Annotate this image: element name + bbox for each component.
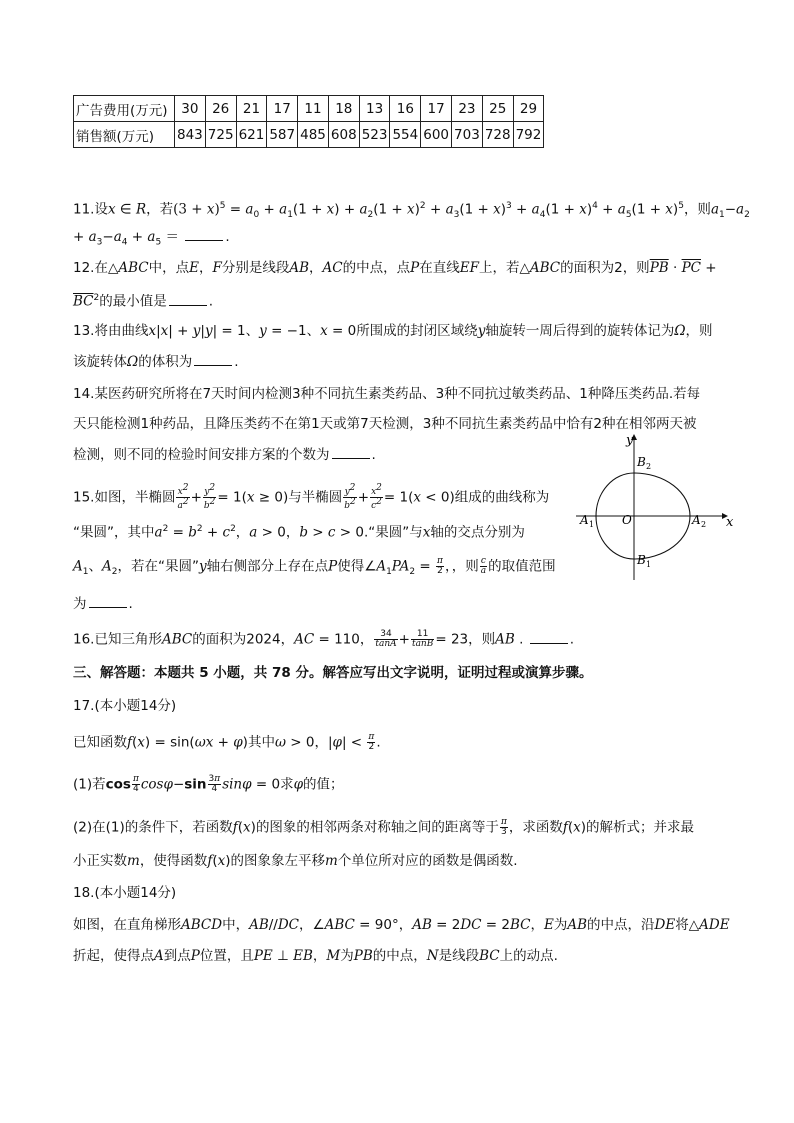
question-text: . (234, 354, 239, 370)
question-text: 为 (73, 596, 87, 612)
question-17-part2-line1: (2)在(1)的条件下，若函数f(x)的图象的相邻两条对称轴之间的距离等于 $\frac{\pi}{3}$ ，求函数f(x)的解析式；并求最 (73, 817, 695, 837)
question-15-line2: “果圆”，其中$a^2 = b^2 + c^2$，a > 0，b > c > 0.“果圆”与x轴的交点分别为 (73, 524, 525, 541)
question-text: ，则 (683, 201, 711, 218)
question-text: 为 (340, 948, 354, 964)
answer-blank[interactable] (89, 595, 127, 608)
answer-blank[interactable] (194, 353, 232, 366)
answer-blank[interactable] (332, 446, 370, 459)
question-16-line1: 16.已知三角形ABC的面积为2024，AC = 110， $\frac{34}{\tan A}$ + $\frac{11}{\tan B}$ = 23，则AB . . (73, 629, 574, 649)
question-text: ，则 (685, 323, 713, 339)
question-text: 轴的交点分别为 (430, 524, 525, 541)
question-text: . (128, 596, 133, 612)
question-text: ，若 (146, 201, 174, 218)
question-text: 中，点 (148, 260, 190, 276)
question-text: 的体积为 (138, 354, 193, 370)
question-17-stem: 已知函数f(x) = sin(ωx + φ)其中ω > 0，|φ| < $\frac{\pi}{2}$ . (73, 732, 381, 752)
question-text: 所围成的封闭区域绕 (356, 323, 478, 339)
question-text: 设 (94, 201, 108, 218)
question-text: 上，若 (478, 260, 520, 276)
question-text: 其中 (247, 734, 275, 751)
question-text: ，则 (622, 260, 650, 276)
question-text: 的值； (303, 776, 344, 793)
section-3-heading: 三、解答题：本题共 5 小题，共 78 分。解答应写出文字说明，证明过程或演算步骤。 (73, 665, 593, 681)
table-cell: 25 (482, 96, 513, 122)
question-text: 如图，在直角梯形 (73, 917, 181, 933)
question-text: 折起，使得点 (73, 948, 154, 964)
question-number: 11. (73, 201, 95, 218)
table-cell: 16 (390, 96, 421, 122)
x-axis-label: x (726, 515, 734, 530)
table-header-cell: 广告费用(万元) (74, 96, 175, 122)
question-text: 个单位所对应的函数是偶函数. (337, 853, 518, 869)
label-A1-subscript: 1 (589, 520, 595, 529)
question-text: 将 (675, 917, 689, 933)
question-15-line4 (73, 595, 133, 612)
question-text: 检测，则不同的检验时间安排方案的个数为 (73, 447, 330, 463)
question-text: 小正实数 (73, 853, 127, 869)
question-text: 已知三角形 (94, 631, 162, 648)
table-row (74, 122, 544, 148)
question-text: 的图象的相邻两条对称轴之间的距离等于 (255, 819, 499, 836)
question-text: ，则 (468, 631, 496, 648)
question-text: 位置，且 (199, 948, 254, 964)
question-text: 将由曲线 (94, 323, 149, 339)
table-cell: 13 (359, 96, 390, 122)
question-text: 的面积为 (560, 260, 615, 276)
table-cell: 621 (236, 122, 267, 148)
question-text: 的最小值是 (99, 293, 167, 310)
question-number: 15. (73, 489, 95, 506)
question-text: 中， (222, 917, 250, 933)
table-header-cell: 销售额(万元) (74, 122, 175, 148)
question-number: 13. (73, 323, 95, 339)
question-text: 在 (94, 260, 108, 276)
question-13-line2: 该旋转体Ω的体积为 . (73, 354, 239, 370)
table-cell: 17 (267, 96, 298, 122)
y-axis-label: y (626, 433, 634, 448)
question-text: . (208, 293, 214, 310)
question-text: 上的动点. (499, 948, 558, 964)
label-B2-subscript: 2 (646, 462, 652, 471)
table-cell: 587 (267, 122, 298, 148)
question-15-line1: 15.如图，半椭圆 $\frac{x^2}{a^2}$ + $\frac{y^2}{b^2}$ = 1(x ≥ 0)与半椭圆 $\frac{y^2}{b^2}$ + $\frac{x^2}{c^2}$ = 1(x < 0)组成的曲线称为 (73, 483, 550, 511)
answer-blank[interactable] (169, 293, 207, 306)
question-text: 的面积为 (192, 631, 247, 648)
question-text: “果圆”，其中 (73, 524, 155, 541)
question-text: ，则 (451, 558, 479, 575)
answer-blank[interactable] (185, 228, 223, 241)
question-14-line2: 天只能检测1种药品，且降压类药不在第1天或第7天检测，3种不同抗生素类药品中恰有2种在相邻两天被 (73, 416, 697, 432)
question-text: ，使得函数 (139, 853, 208, 869)
question-text: 已知函数 (73, 734, 127, 751)
question-17-part1: (1)若cos $\frac{\pi}{4}$ cosφ−sin $\frac{3\pi}{4}$ sinφ = 0求φ的值； (73, 774, 344, 794)
answer-blank[interactable] (530, 631, 568, 644)
question-text: 如图，半椭圆 (94, 489, 176, 506)
question-15-line3: $A_1$、$A_2$，若在“果圆”y轴右侧部分上存在点P使得$\angle A_1PA_2$ = $\frac{\pi}{2}$ ，，则 $\frac{c}{a}$ 的取值范围 (73, 556, 556, 578)
label-B1-subscript: 1 (646, 560, 652, 569)
table-cell: 21 (236, 96, 267, 122)
label-A1: A (580, 513, 589, 527)
question-number: 12. (73, 260, 95, 276)
table-cell: 554 (390, 122, 421, 148)
question-text: . (225, 229, 230, 245)
question-12-line2: $\overline{BC}^2$的最小值是 . (73, 293, 214, 310)
question-text: 的取值范围 (488, 558, 556, 575)
question-text: ，若在“果圆” (117, 558, 199, 575)
table-cell: 728 (482, 122, 513, 148)
question-18-line1: 如图，在直角梯形ABCD中，AB//DC，∠ABC = 90°，AB = 2DC = 2BC，E为AB的中点，沿DE将△ADE (73, 917, 730, 933)
label-A2-subscript: 2 (701, 520, 707, 529)
question-text: ，求函数 (508, 819, 563, 836)
question-text: 的中点， (372, 948, 427, 964)
question-text: 到点 (163, 948, 191, 964)
question-text: 的解析式；并求最 (586, 819, 695, 836)
question-text: 是线段 (438, 948, 480, 964)
question-text: . (519, 631, 524, 648)
question-text: 组成的曲线称为 (454, 489, 550, 506)
table-cell: 30 (175, 96, 206, 122)
table-cell: 23 (452, 96, 483, 122)
label-A2: A (692, 513, 701, 527)
table-cell: 29 (513, 96, 544, 122)
label-B2: B (637, 455, 646, 469)
table-cell: 485 (298, 122, 329, 148)
table-row (74, 96, 544, 122)
table-cell: 11 (298, 96, 329, 122)
question-text: ＝ (165, 229, 180, 245)
question-text: 的中点，沿 (587, 917, 655, 933)
table-cell: 523 (359, 122, 390, 148)
question-11-line2: + $a_3-a_4 + a_5$ ＝ . (73, 229, 230, 248)
question-text: (2)在(1)的条件下，若函数 (73, 819, 233, 836)
question-text: “果圆”与 (368, 524, 423, 541)
question-17-title: 17.(本小题14分) (73, 698, 177, 714)
question-text: 与半椭圆 (288, 489, 343, 506)
question-18-line2: 折起，使得点A到点P位置，且PE ⊥ EB，M为PB的中点，N是线段BC上的动点. (73, 948, 558, 964)
table-cell: 18 (328, 96, 359, 122)
table-cell: 17 (421, 96, 452, 122)
question-text: 使得 (337, 558, 365, 575)
question-text: 在直线 (419, 260, 460, 276)
table-cell: 843 (175, 122, 206, 148)
question-18-title: 18.(本小题14分) (73, 885, 177, 901)
origin-label: O (622, 513, 632, 527)
question-12-line1: 12.在△ABC中，点E，F分别是线段AB，AC的中点，点P在直线EF上，若△ABC的面积为2，则$\overline{PB} \cdot \overline{PC}$ + (73, 260, 717, 276)
fruit-ellipse-figure (576, 430, 746, 580)
table-cell: 725 (205, 122, 236, 148)
table-cell: 608 (328, 122, 359, 148)
question-17-part2-line2: 小正实数m，使得函数f(x)的图象象左平移m个单位所对应的函数是偶函数. (73, 853, 518, 869)
question-11-line1: 11.设x ∈ R，若$(3 + x)^5 = a_0 + a_1(1 + x) + a_2(1 + x)^2 + a_3(1 + x)^3 + a_4(1 + x)^4 + a_5(1 + x)^5$，则$a_1-a_2$ (73, 201, 750, 221)
question-text: 的中点，点 (342, 260, 411, 276)
table-cell: 600 (421, 122, 452, 148)
question-text: (1)若 (73, 776, 106, 793)
question-text: 求 (280, 776, 294, 793)
question-14-line3 (73, 446, 376, 463)
question-text: 该旋转体 (73, 354, 127, 370)
question-number: 16. (73, 631, 95, 648)
question-text: 轴右侧部分上存在点 (206, 558, 329, 575)
table-cell: 26 (205, 96, 236, 122)
label-B1: B (637, 553, 646, 567)
table-cell: 792 (513, 122, 544, 148)
question-text: 分别是线段 (221, 260, 290, 276)
table-cell: 703 (452, 122, 483, 148)
question-text: 轴旋转一周后得到的旋转体记为 (485, 323, 675, 339)
ad-sales-table (73, 95, 544, 148)
question-text: 的图象象左平移 (230, 853, 325, 869)
question-13-line1: 13.将由曲线x|x| + y|y| = 1、y = −1、x = 0所围成的封闭区域绕y轴旋转一周后得到的旋转体记为Ω，则 (73, 323, 713, 339)
question-text: 为 (553, 917, 568, 933)
question-text: . (371, 447, 376, 463)
question-14-line1: 14.某医药研究所将在7天时间内检测3种不同抗生素类药品、3种不同抗过敏类药品、1种降压类药品.若每 (73, 386, 701, 402)
